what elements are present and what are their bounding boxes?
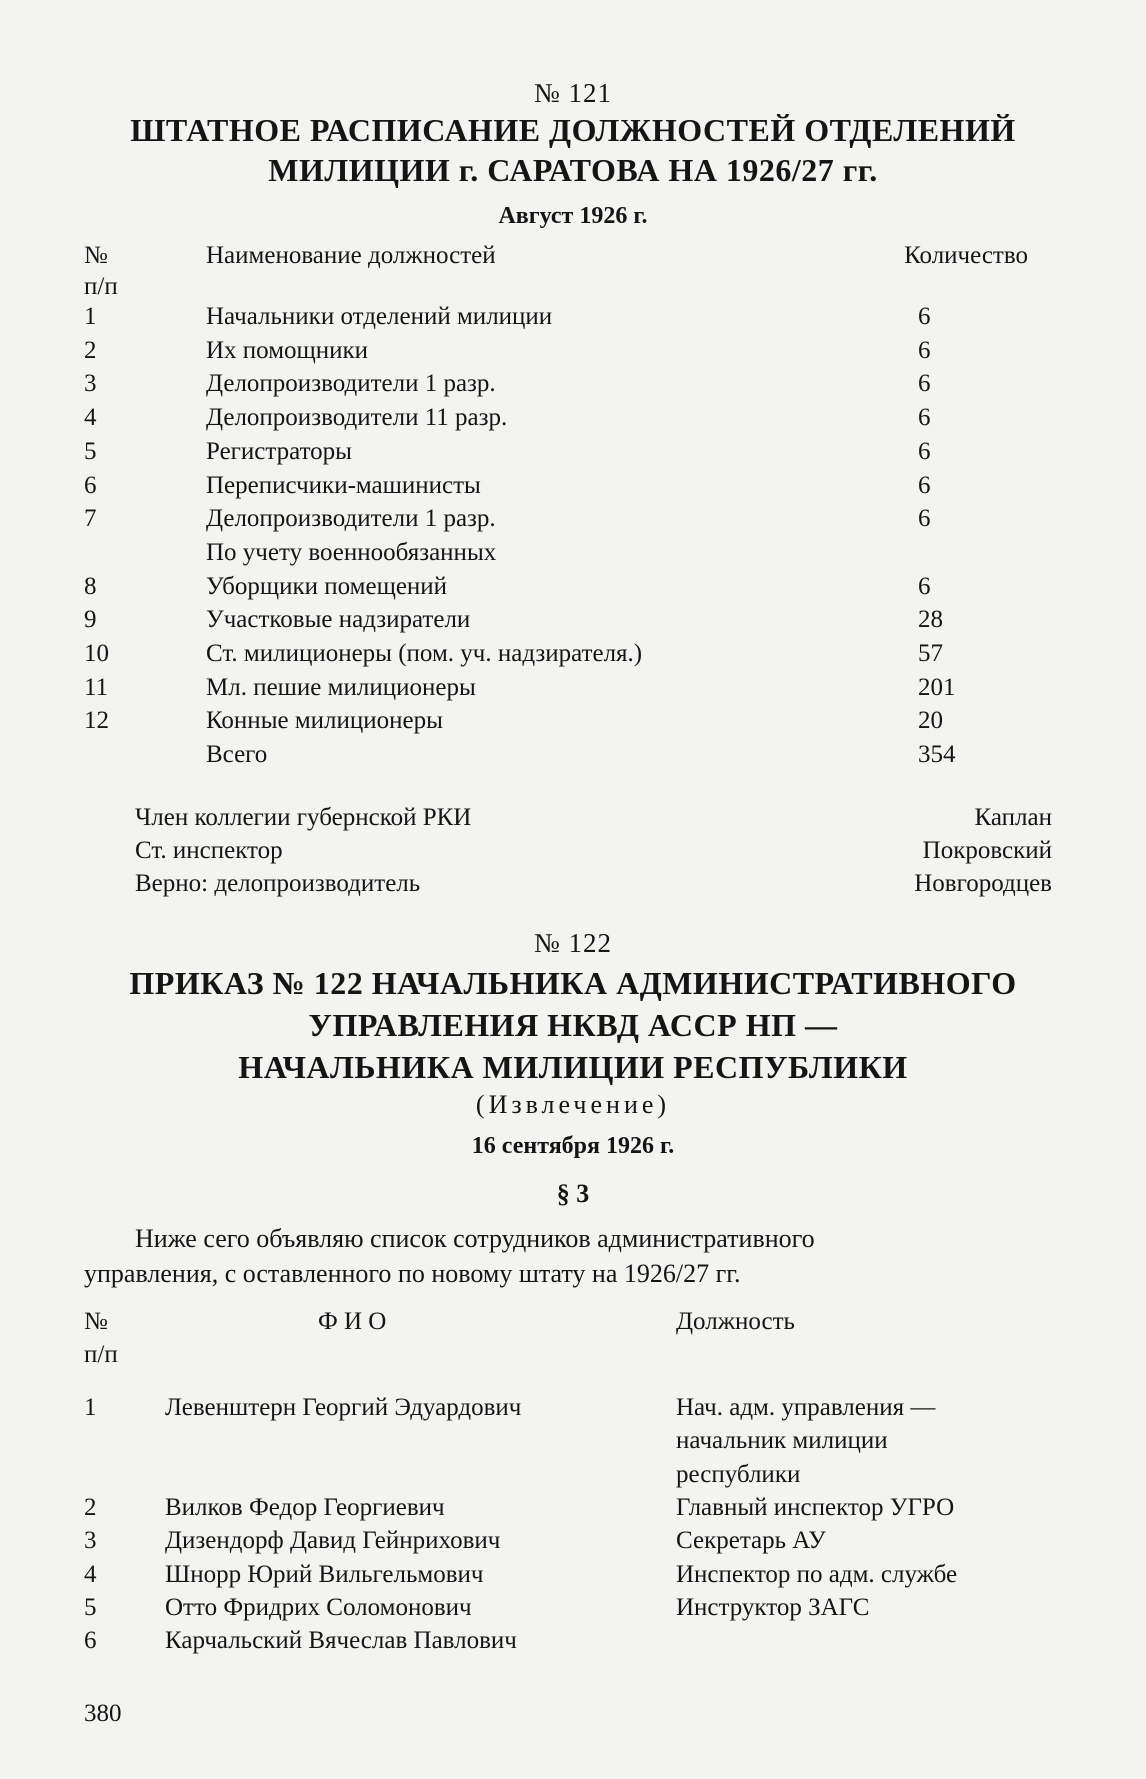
row-number: 10 [84,640,109,667]
employee-name: Шнорр Юрий Вильгельмович [165,1561,484,1588]
position-name: Переписчики-машинисты [206,472,481,499]
position-quantity: 6 [918,573,931,600]
row-number: 5 [84,1594,97,1621]
doc121-header-name: Наименование должностей [206,242,496,269]
doc121-sig1-name: Каплан [974,804,1052,831]
doc121-title-line2: МИЛИЦИИ г. САРАТОВА НА 1926/27 гг. [268,152,878,188]
doc121-sig2-role: Ст. инспектор [135,837,283,864]
employee-position: республики [676,1461,801,1488]
doc122-header-num: № [84,1308,108,1335]
row-number: 4 [84,404,97,431]
employee-position: Инспектор по адм. службе [676,1561,958,1588]
position-quantity: 6 [918,505,931,532]
row-number: 12 [84,707,109,734]
doc121-header-num2: п/п [84,273,118,300]
position-quantity: 6 [918,303,931,330]
row-number: 7 [84,505,97,532]
doc122-intro-line2: управления, с оставленного по новому штату на 1926/27 гг. [84,1259,741,1288]
doc122-extract: (Извлечение) [475,1090,671,1119]
position-name: Уборщики помещений [206,573,448,600]
employee-name: Дизендорф Давид Гейнрихович [165,1527,501,1554]
doc122-title-line3: НАЧАЛЬНИКА МИЛИЦИИ РЕСПУБЛИКИ [238,1049,908,1085]
doc121-header-num: № [84,242,108,269]
position-name: По учету военнообязанных [206,539,497,566]
row-number: 2 [84,1494,97,1521]
page-number: 380 [84,1700,122,1727]
position-name: Делопроизводители 1 разр. [206,505,496,532]
position-quantity: 28 [918,606,943,633]
row-number: 6 [84,1627,97,1654]
employee-name: Карчальский Вячеслав Павлович [165,1627,517,1654]
doc121-header-qty: Количество [904,242,1028,269]
employee-position: Секретарь АУ [676,1527,826,1554]
position-name: Всего [206,741,268,768]
doc121-sig2-name: Покровский [922,837,1052,864]
employee-position: Инструктор ЗАГС [676,1594,870,1621]
position-quantity: 6 [918,438,931,465]
row-number: 6 [84,472,97,499]
doc122-intro-line1: Ниже сего объявляю список сотрудников административного [135,1224,815,1253]
doc122-title-line1: ПРИКАЗ № 122 НАЧАЛЬНИКА АДМИНИСТРАТИВНОГО [129,965,1017,1001]
position-name: Ст. милиционеры (пом. уч. надзирателя.) [206,640,643,667]
position-name: Регистраторы [206,438,352,465]
position-name: Делопроизводители 11 разр. [206,404,508,431]
position-name: Начальники отделений милиции [206,303,553,330]
position-quantity: 20 [918,707,943,734]
doc121-date: Август 1926 г. [498,203,648,229]
row-number: 4 [84,1561,97,1588]
row-number: 3 [84,1527,97,1554]
position-quantity: 6 [918,472,931,499]
doc121-title-line1: ШТАТНОЕ РАСПИСАНИЕ ДОЛЖНОСТЕЙ ОТДЕЛЕНИЙ [130,112,1016,148]
row-number: 11 [84,674,109,701]
position-name: Мл. пешие милиционеры [206,674,476,701]
doc121-sig3-name: Новгородцев [914,870,1052,897]
doc121-sig3-role: Верно: делопроизводитель [135,870,421,897]
doc122-header-fio: Ф И О [318,1308,387,1335]
position-name: Конные милиционеры [206,707,443,734]
position-quantity: 201 [918,674,956,701]
employee-position: Главный инспектор УГРО [676,1494,955,1521]
employee-name: Вилков Федор Георгиевич [165,1494,445,1521]
position-quantity: 57 [918,640,943,667]
row-number: 2 [84,337,97,364]
row-number: 3 [84,370,97,397]
row-number: 1 [84,303,97,330]
doc122-header-num2: п/п [84,1341,118,1368]
employee-position: начальник милиции [676,1427,888,1454]
position-name: Делопроизводители 1 разр. [206,370,496,397]
doc121-number: № 121 [533,78,612,108]
row-number: 5 [84,438,97,465]
row-number: 9 [84,606,97,633]
doc122-number: № 122 [533,928,612,958]
row-number: 8 [84,573,97,600]
doc122-section: § 3 [556,1179,590,1208]
position-name: Участковые надзиратели [206,606,471,633]
doc122-header-position: Должность [676,1308,795,1335]
row-number: 1 [84,1394,97,1421]
employee-name: Левенштерн Георгий Эдуардович [165,1394,522,1421]
doc121-sig1-role: Член коллегии губернской РКИ [135,804,472,831]
position-quantity: 6 [918,404,931,431]
position-quantity: 6 [918,337,931,364]
position-quantity: 6 [918,370,931,397]
position-quantity: 354 [918,741,956,768]
doc122-title-line2: УПРАВЛЕНИЯ НКВД АССР НП — [308,1007,838,1043]
position-name: Их помощники [206,337,369,364]
employee-name: Отто Фридрих Соломонович [165,1594,472,1621]
doc122-date: 16 сентября 1926 г. [471,1133,675,1159]
employee-position: Нач. адм. управления — [676,1394,936,1421]
